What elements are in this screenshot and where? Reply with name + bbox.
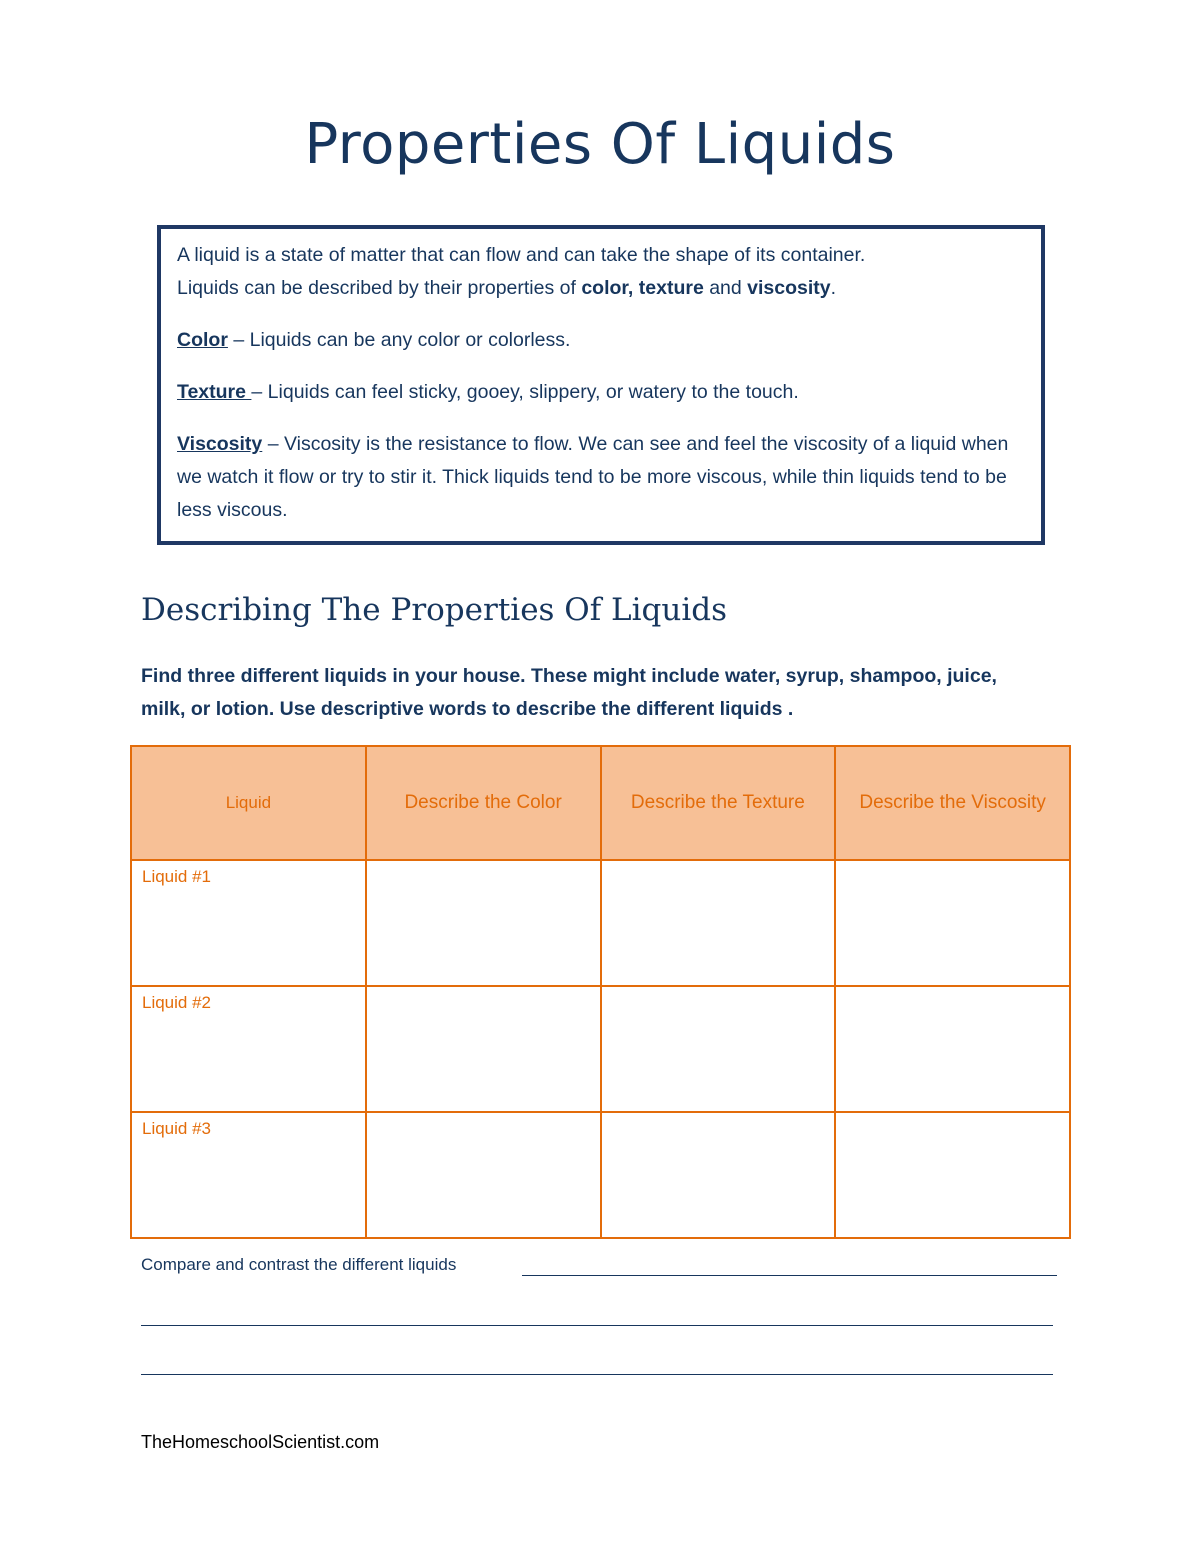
viscosity-definition: Viscosity – Viscosity is the resistance to flow. We can see and feel the viscosity of a liquid when we watch it flow or try to stir it. Thick liquids tend to be more viscous, while thin liquids tend to be less viscous. <box>177 433 1009 521</box>
color-cell[interactable] <box>366 1112 601 1238</box>
liquids-table <box>130 745 1071 1239</box>
row-label: Liquid #1 <box>131 860 366 986</box>
viscosity-cell[interactable] <box>835 1112 1070 1238</box>
header-color: Describe the Color <box>366 746 601 860</box>
intro-line-1: A liquid is a state of matter that can flow and can take the shape of its container. <box>177 244 866 266</box>
texture-definition: Texture – Liquids can feel sticky, gooey, slippery, or watery to the touch. <box>177 381 799 403</box>
section-heading: Describing The Properties Of Liquids <box>141 592 728 628</box>
color-cell[interactable] <box>366 986 601 1112</box>
compare-prompt: Compare and contrast the different liquids <box>141 1255 457 1274</box>
texture-cell[interactable] <box>601 1112 836 1238</box>
header-liquid: Liquid <box>131 746 366 860</box>
header-texture: Describe the Texture <box>601 746 836 860</box>
color-term: Color <box>177 329 228 351</box>
page-title: Properties Of Liquids <box>304 112 896 177</box>
table-row <box>131 986 1070 1112</box>
row-label: Liquid #3 <box>131 1112 366 1238</box>
row-label: Liquid #2 <box>131 986 366 1112</box>
texture-cell[interactable] <box>601 860 836 986</box>
instructions-text: Find three different liquids in your house. These might include water, syrup, shampoo, juice, milk, or lotion. Use descriptive words to describe the different liquids . <box>141 665 997 720</box>
texture-cell[interactable] <box>601 986 836 1112</box>
definition-box <box>157 225 1045 545</box>
color-definition: Color – Liquids can be any color or colorless. <box>177 329 571 351</box>
color-cell[interactable] <box>366 860 601 986</box>
table-header-row <box>131 746 1070 860</box>
texture-term: Texture <box>177 381 252 403</box>
viscosity-cell[interactable] <box>835 860 1070 986</box>
viscosity-cell[interactable] <box>835 986 1070 1112</box>
intro-line-2: Liquids can be described by their properties of color, texture and viscosity. <box>177 277 837 299</box>
answer-line-3[interactable] <box>141 1374 1053 1375</box>
answer-line-1[interactable] <box>522 1275 1057 1276</box>
table-row <box>131 1112 1070 1238</box>
answer-line-2[interactable] <box>141 1325 1053 1326</box>
table-row <box>131 860 1070 986</box>
header-viscosity: Describe the Viscosity <box>835 746 1070 860</box>
viscosity-term: Viscosity <box>177 433 263 455</box>
footer-website: TheHomeschoolScientist.com <box>141 1432 380 1452</box>
